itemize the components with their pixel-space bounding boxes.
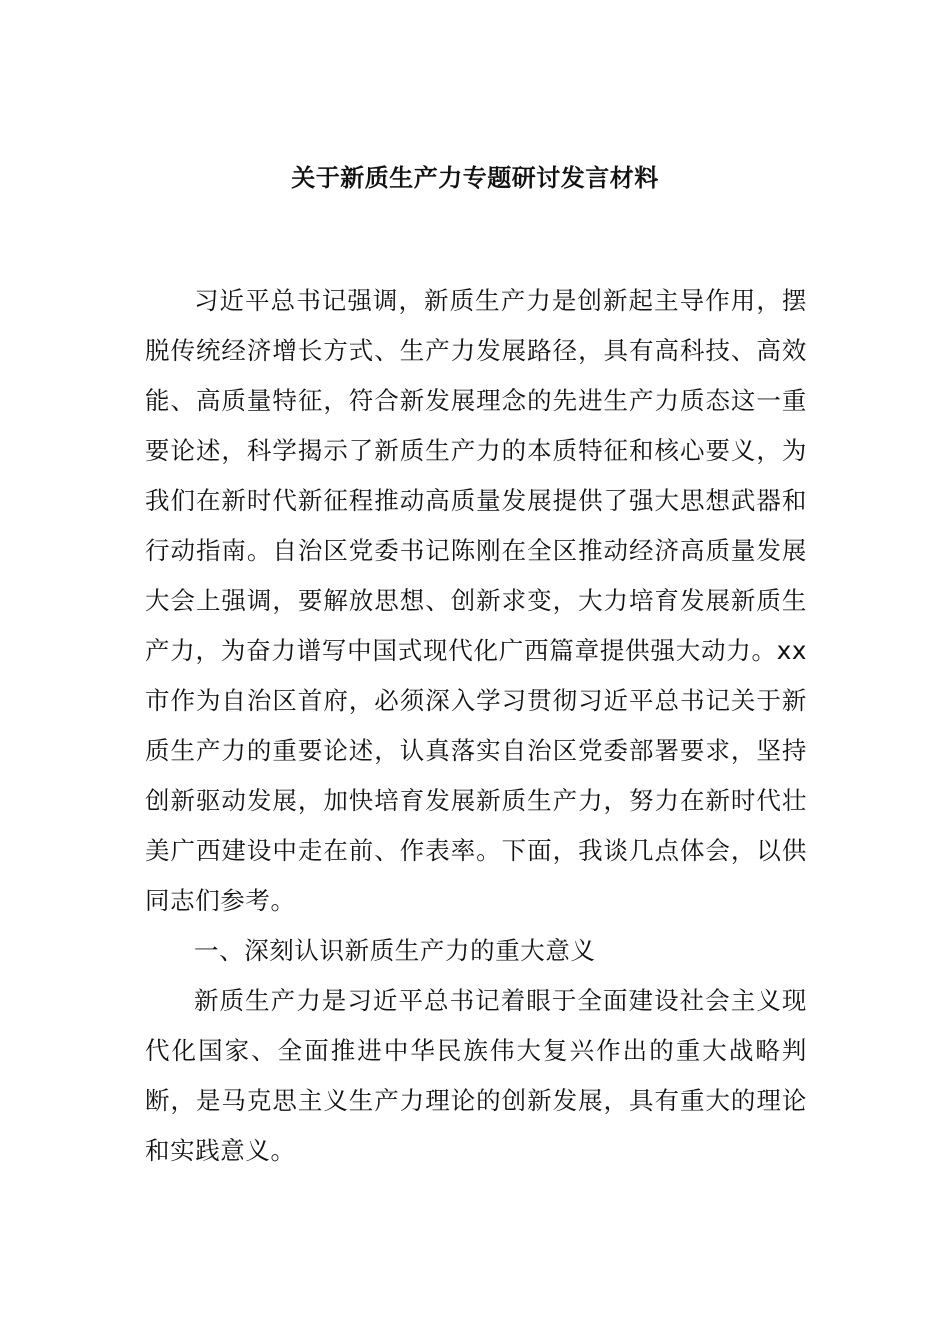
paragraph-section-1: 新质生产力是习近平总书记着眼于全面建设社会主义现代化国家、全面推进中华民族伟大复兴作出的重大战略判断，是马克思主义生产力理论的创新发展，具有重大的理论和实践意义。 <box>145 986 807 1165</box>
paragraph-intro: 习近平总书记强调，新质生产力是创新起主导作用，摆脱传统经济增长方式、生产力发展路径，具有高科技、高效能、高质量特征，符合新发展理念的先进生产力质态这一重要论述，科学揭示了新质生产力的本质特征和核心要义，为我们在新时代新征程推动高质量发展提供了强大思想武器和行动指南。自治区党委书记陈刚在全区推动经济高质量发展大会上强调，要解放思想、创新求变，大力培育发展新质生产力，为奋力谱写中国式现代化广西篇章提供强大动力。xx市作为自治区首府，必须深入学习贯彻习近平总书记关于新质生产力的重要论述，认真落实自治区党委部署要求，坚持创新驱动发展，加快培育发展新质生产力，努力在新时代壮美广西建设中走在前、作表率。下面，我谈几点体会，以供同志们参考。 <box>145 286 807 915</box>
section-heading-1: 一、深刻认识新质生产力的重大意义 <box>194 936 596 965</box>
document-body <box>145 276 807 1176</box>
document-title: 关于新质生产力专题研讨发言材料 <box>291 164 659 192</box>
